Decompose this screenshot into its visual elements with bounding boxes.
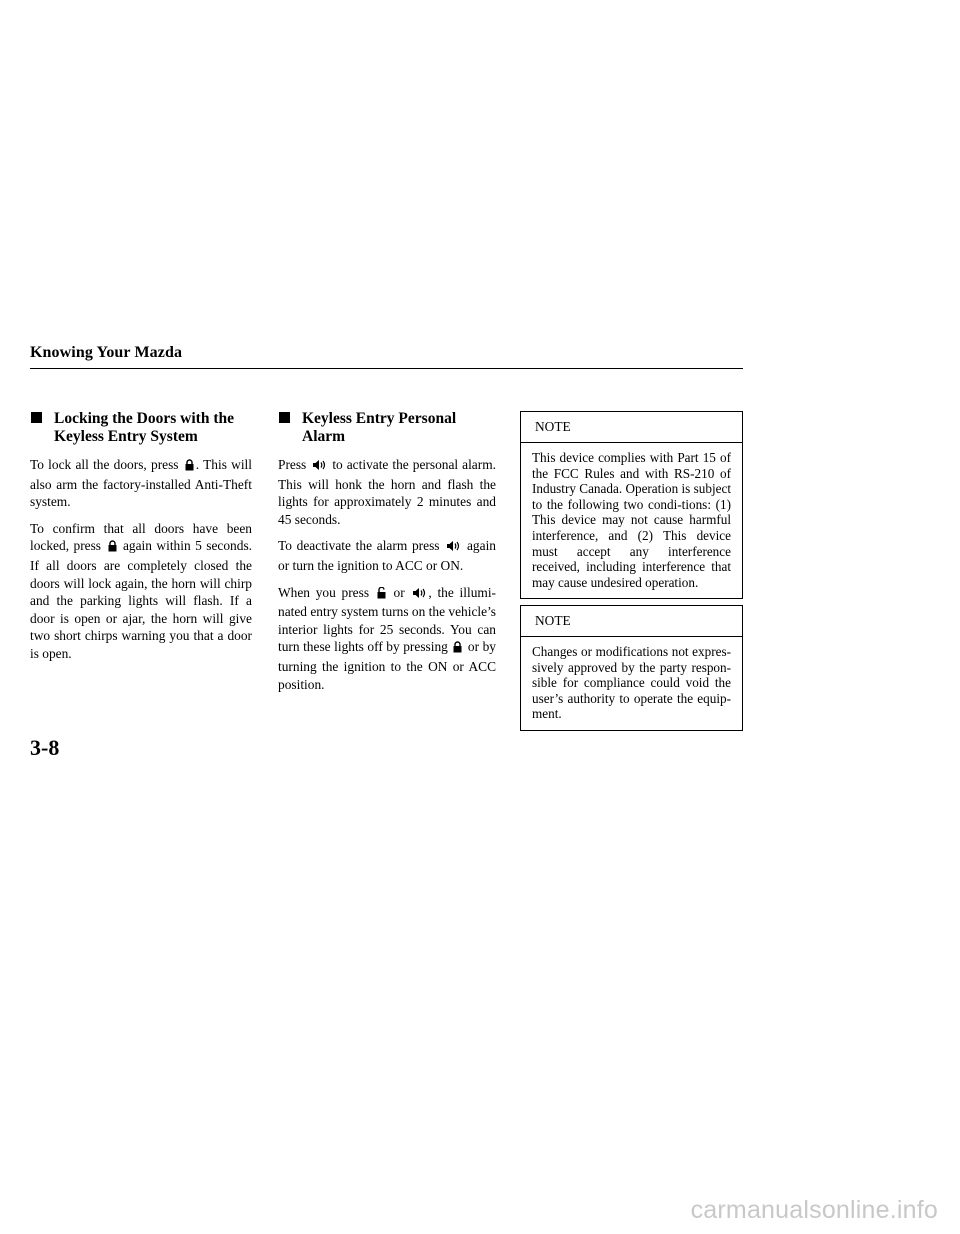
paragraph: To lock all the doors, press . This will also arm the factory-installed Anti-Theft system. — [30, 457, 252, 510]
section-personal-alarm — [278, 410, 496, 702]
section-heading-alarm: Keyless Entry Personal Alarm — [278, 410, 496, 446]
alarm-icon — [446, 539, 460, 557]
header-divider — [30, 368, 743, 369]
lock-icon — [453, 640, 462, 658]
lock-icon — [185, 458, 194, 476]
note-body: Changes or modifications not expres-sively approved by the party respon-sible for compliance could void the user’s authority to operate the equip-ment. — [532, 644, 731, 722]
section-locking-doors — [30, 410, 252, 672]
paragraph: To deactivate the alarm press again or turn the ignition to ACC or ON. — [278, 538, 496, 573]
paragraph: Press to activate the personal alarm. This will honk the horn and flash the lights for approximately 2 minutes and 45 seconds. — [278, 457, 496, 527]
square-bullet-icon — [279, 412, 290, 423]
page-header-title: Knowing Your Mazda — [30, 344, 183, 361]
heading-line-1: Locking the Doors with the — [54, 410, 234, 427]
note-box-fcc — [520, 411, 743, 599]
note-title: NOTE — [521, 606, 742, 637]
paragraph: To confirm that all doors have been locked, press again within 5 seconds. If all doors are completely closed the doors will lock again, the horn will chirp and the parking lights will flash. If a door is open or ajar, the horn will give two short chirps warning you that a door is open. — [30, 520, 252, 661]
note-title: NOTE — [521, 412, 742, 443]
heading-line-2: Keyless Entry System — [54, 428, 198, 445]
watermark: carmanualsonline.info — [690, 1196, 938, 1224]
page-number: 3-8 — [30, 735, 60, 760]
unlock-icon — [377, 586, 386, 604]
lock-icon — [108, 539, 117, 557]
alarm-icon — [312, 458, 326, 476]
note-body: This device complies with Part 15 of the FCC Rules and with RS-210 of Industry Canada. Operation is subject to the following two condi-tions: (1) This device may not cause harmful interference, and (2) This device must accept any interference received, including interference that may cause undesired operation. — [532, 450, 731, 590]
square-bullet-icon — [31, 412, 42, 423]
note-box-modifications — [520, 605, 743, 731]
section-heading-locking — [30, 410, 252, 446]
alarm-icon — [412, 586, 426, 604]
paragraph: When you press or , the illumi-nated entry system turns on the vehicle’s interior lights for 25 seconds. You can turn these lights off by pressing or by turning the ignition to the ON or ACC position. — [278, 584, 496, 692]
